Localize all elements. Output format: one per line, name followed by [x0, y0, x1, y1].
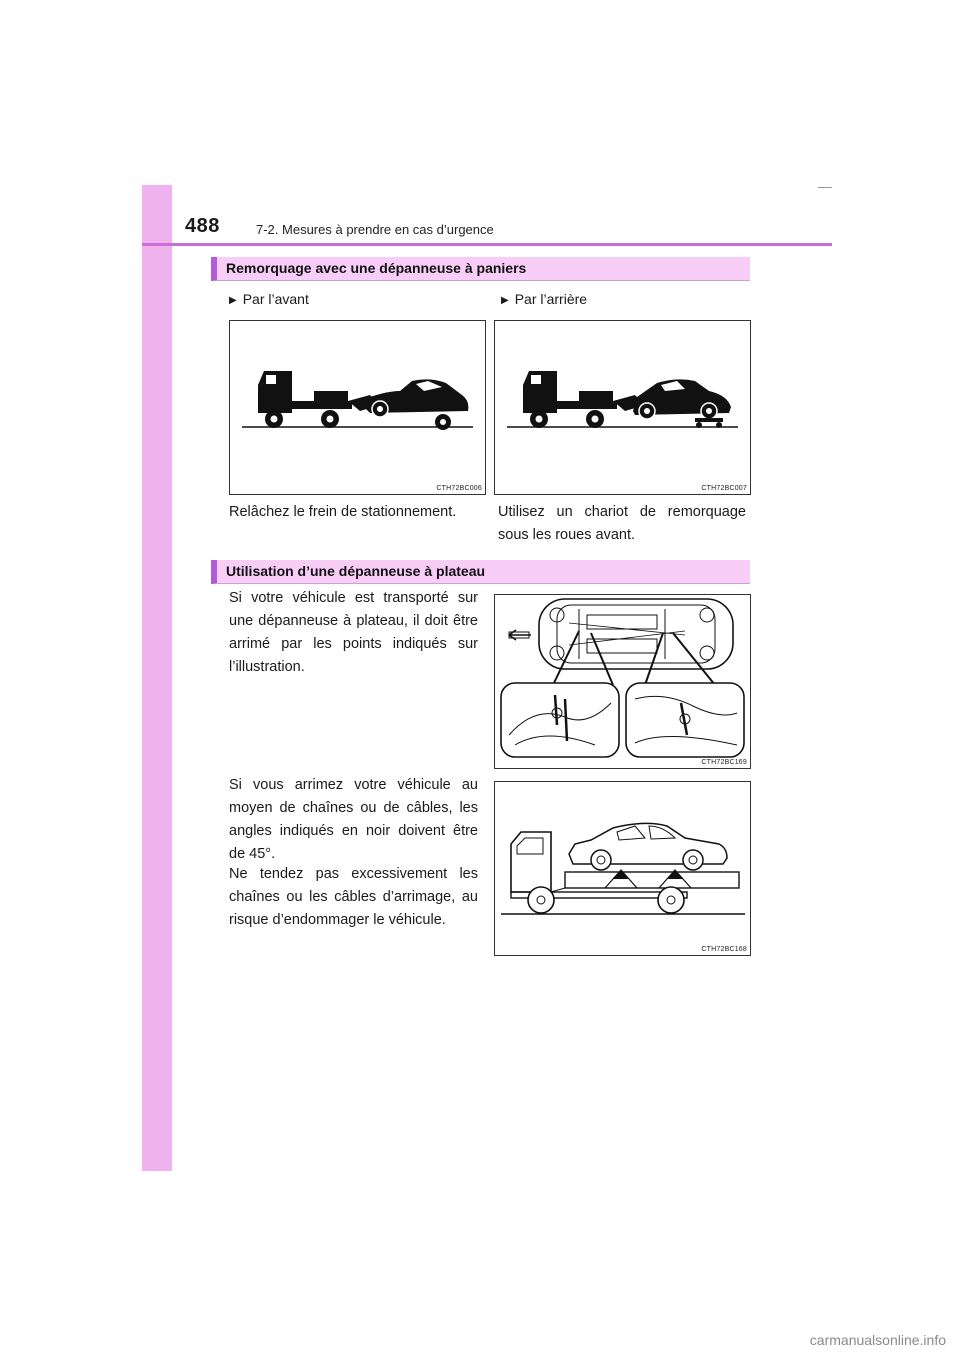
site-watermark: carmanualsonline.info [809, 1332, 946, 1348]
flatbed-paragraph-angle: Si vous arrimez votre véhicule au moyen de chaînes ou de câbles, les angles indiqués en noir doivent être de 45°. [229, 777, 478, 862]
flatbed-paragraph-tension: Ne tendez pas excessivement les chaînes ou les câbles d’arrimage, au risque d’endommager le véhicule. [229, 866, 478, 928]
figure-rear-tow-code: CTH72BC007 [701, 485, 747, 492]
front-tow-label: ▶ Par l’avant [229, 291, 309, 307]
flatbed-truck-illustration [495, 782, 750, 955]
figure-flatbed-truck [494, 781, 751, 956]
bullet-triangle-icon: ▶ [229, 295, 237, 306]
front-tow-caption: Relâchez le frein de stationnement. [229, 504, 457, 520]
figure-rear-tow [494, 320, 751, 495]
figure-tie-down-points [494, 594, 751, 769]
tie-down-points-illustration [495, 595, 750, 768]
page-number: 488 [185, 215, 220, 237]
section-heading-wheel-lift-text: Remorquage avec une dépanneuse à paniers [226, 260, 527, 276]
section-heading-flatbed [211, 560, 750, 584]
rear-tow-label: ▶ Par l’arrière [501, 291, 588, 307]
rear-tow-caption: Utilisez un chariot de remorquage sous les roues avant. [498, 504, 746, 543]
rear-tow-illustration [495, 321, 750, 494]
crop-mark [818, 187, 832, 188]
chapter-title: 7-2. Mesures à prendre en cas d’urgence [256, 222, 494, 237]
flatbed-paragraph-tie-down: Si votre véhicule est transporté sur une dépanneuse à plateau, il doit être arrimé par les points indiqués sur l’illustration. [229, 590, 478, 675]
figure-front-tow-code: CTH72BC006 [436, 485, 482, 492]
front-tow-illustration [230, 321, 485, 494]
header-rule [142, 243, 832, 246]
bullet-triangle-icon: ▶ [501, 295, 509, 306]
figure-tie-down-points-code: CTH72BC169 [701, 759, 747, 766]
section-heading-wheel-lift [211, 257, 750, 281]
figure-flatbed-truck-code: CTH72BC168 [701, 946, 747, 953]
section-heading-flatbed-text: Utilisation d’une dépanneuse à plateau [226, 563, 486, 579]
chapter-sidebar-tab [142, 185, 172, 1171]
figure-front-tow [229, 320, 486, 495]
